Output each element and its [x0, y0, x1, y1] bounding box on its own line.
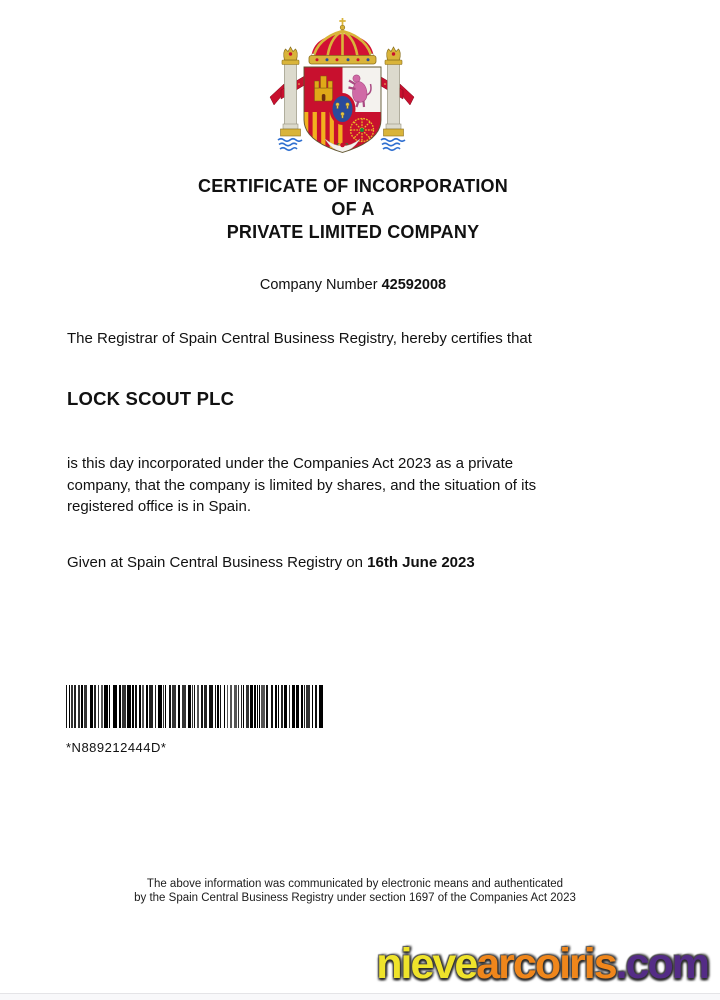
given-at-prefix: Given at Spain Central Business Registry on [67, 554, 363, 571]
given-at-line [67, 554, 475, 571]
company-name: LOCK SCOUT PLC [67, 388, 235, 409]
spain-coat-of-arms-svg [267, 10, 417, 160]
watermark-nievearcoiris [376, 940, 708, 989]
spain-coat-of-arms-icon [267, 10, 417, 160]
shield [304, 67, 381, 153]
footer-line-2: by the Spain Central Business Registry under section 1697 of the Companies Act 2023 [134, 892, 576, 904]
footer-line-1: The above information was communicated by electronic means and authenticated [146, 878, 564, 890]
title-line-3: PRIVATE LIMITED COMPANY [226, 222, 480, 242]
barcode [66, 685, 332, 728]
given-date: 16th June 2023 [367, 554, 475, 571]
certificate-title [0, 175, 706, 244]
bottom-edge-strip [0, 993, 720, 1000]
company-number-line [0, 277, 706, 293]
registrar-statement: The Registrar of Spain Central Business Registry, hereby certifies that [67, 330, 532, 347]
footer-note [0, 877, 710, 905]
paragraph-line-1: is this day incorporated under the Companies Act 2023 as a private [67, 455, 514, 472]
incorporation-paragraph [67, 453, 657, 518]
company-number-value: 42592008 [381, 277, 447, 293]
title-line-2: OF A [331, 199, 375, 219]
company-number-label: Company Number [259, 277, 378, 293]
right-pillar [381, 47, 405, 150]
title-line-1: CERTIFICATE OF INCORPORATION [198, 176, 508, 196]
watermark-segment-com: .com [615, 940, 708, 988]
paragraph-line-2: company, that the company is limited by shares, and the situation of its [67, 476, 537, 494]
watermark-segment-arcoiris: arcoiris [476, 940, 616, 988]
paragraph-line-3: registered office is in Spain. [67, 498, 251, 515]
royal-crown [309, 18, 376, 64]
watermark-segment-nieve: nieve [376, 940, 477, 988]
barcode-text: *N889212444D* [66, 740, 167, 755]
